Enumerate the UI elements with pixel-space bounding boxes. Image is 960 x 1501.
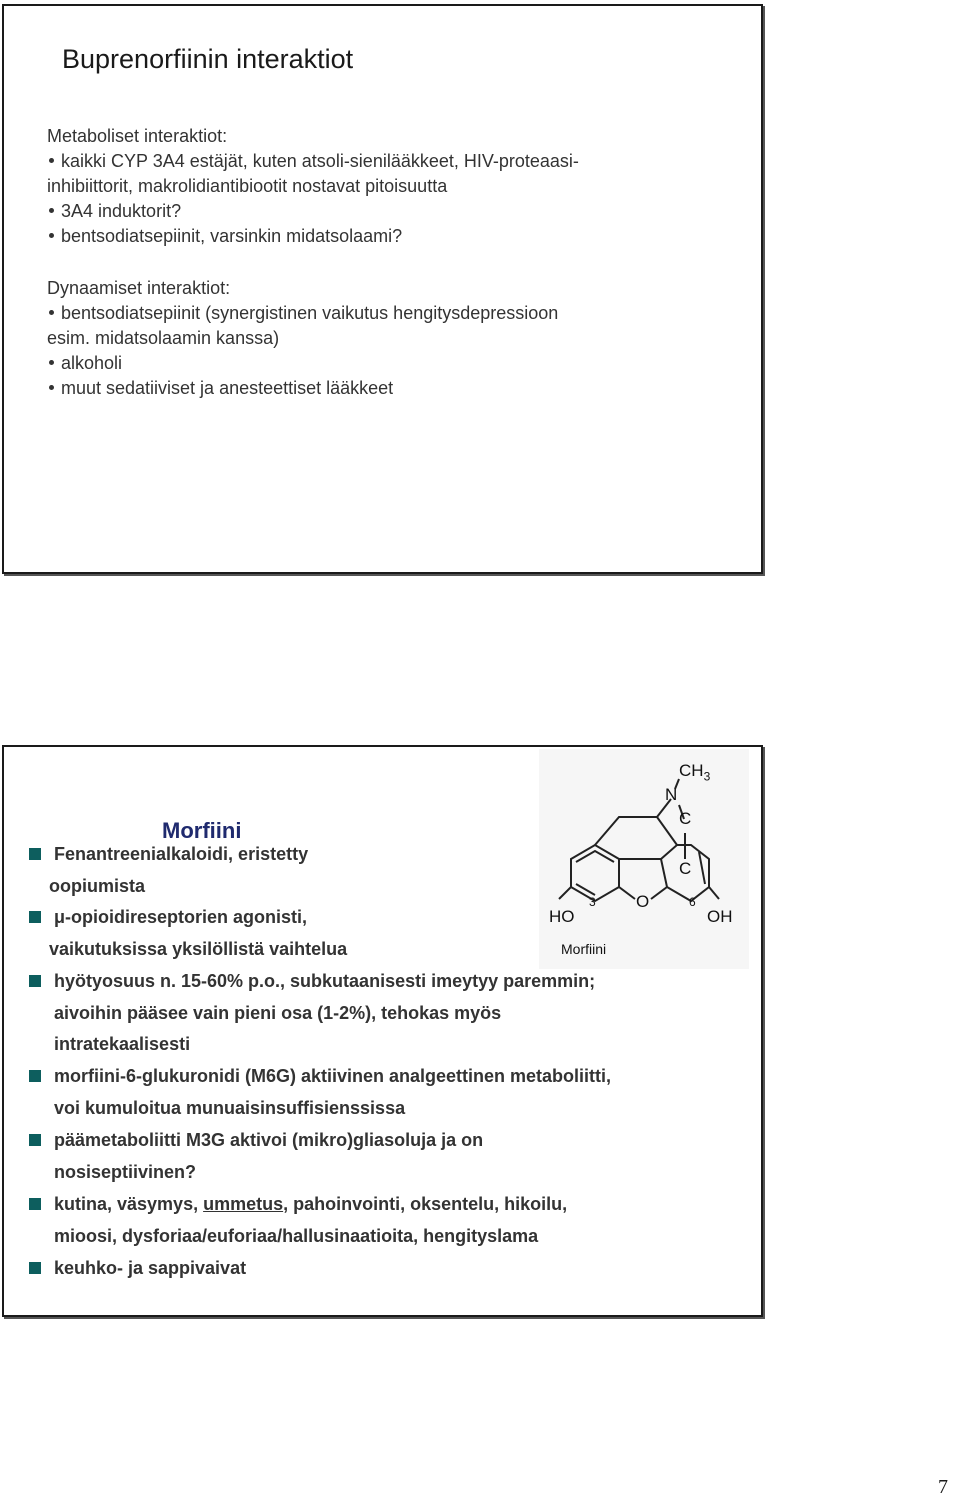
metabolic-heading: Metaboliset interaktiot:	[47, 126, 228, 146]
hydroxyl-label: OH	[707, 907, 733, 926]
figure-caption: Morfiini	[561, 941, 607, 957]
list-item-continuation: vaikutuksissa yksilöllistä vaihtelua	[49, 939, 348, 959]
bullet-dot	[49, 310, 54, 315]
list-item: bentsodiatsepiinit (synergistinen vaikutus hengitysdepressioon	[61, 303, 559, 323]
bullet-dot	[49, 208, 54, 213]
square-bullet-icon	[29, 848, 41, 860]
position-3-label: 3	[589, 895, 596, 909]
list-item: alkoholi	[61, 353, 123, 373]
carbon-label: C	[679, 809, 692, 828]
nitrogen-label: N	[665, 785, 678, 804]
bullet-dot	[49, 233, 54, 238]
list-item: bentsodiatsepiinit, varsinkin midatsolaami?	[61, 226, 403, 246]
bullet-dot	[49, 385, 54, 390]
page-number: 7	[938, 1476, 948, 1498]
list-item: keuhko- ja sappivaivat	[54, 1258, 247, 1278]
list-item-continuation: aivoihin pääsee vain pieni osa (1-2%), tehokas myös	[54, 1003, 502, 1023]
square-bullet-icon	[29, 1262, 41, 1274]
slide-buprenorfiini	[2, 4, 763, 574]
square-bullet-icon	[29, 975, 41, 987]
list-item: Fenantreenialkaloidi, eristetty	[54, 844, 309, 864]
list-item-continuation: mioosi, dysforiaa/euforiaa/hallusinaatioita, hengityslama	[54, 1226, 539, 1246]
list-item: μ-opioidireseptorien agonisti,	[54, 907, 308, 927]
list-item: hyötyosuus n. 15-60% p.o., subkutaanisesti imeytyy paremmin;	[54, 971, 596, 991]
position-6-label: 6	[689, 895, 696, 909]
square-bullet-icon	[29, 1198, 41, 1210]
list-item: kutina, väsymys, ummetus, pahoinvointi, oksentelu, hikoilu,	[54, 1194, 568, 1214]
morphine-structure-diagram	[539, 749, 749, 969]
bullet-dot	[49, 158, 54, 163]
list-item-continuation: intratekaalisesti	[54, 1034, 191, 1054]
list-item: muut sedatiiviset ja anesteettiset lääkkeet	[61, 378, 394, 398]
list-item-continuation: esim. midatsolaamin kanssa)	[47, 328, 280, 348]
list-item-continuation: voi kumuloitua munuaisinsuffisienssissa	[54, 1098, 406, 1118]
list-item: kaikki CYP 3A4 estäjät, kuten atsoli-sienilääkkeet, HIV-proteaasi-	[61, 151, 579, 171]
slide-title: Buprenorfiinin interaktiot	[62, 44, 354, 74]
list-item-continuation: nosiseptiivinen?	[54, 1162, 197, 1182]
ch3-label: $CH_3$	[679, 761, 711, 784]
morphine-structure-figure	[539, 749, 749, 969]
underlined-term: ummetus	[203, 1194, 284, 1214]
list-item: 3A4 induktorit?	[61, 201, 182, 221]
square-bullet-icon	[29, 911, 41, 923]
list-item-continuation: oopiumista	[49, 876, 146, 896]
list-item: päämetaboliitti M3G aktivoi (mikro)gliasoluja ja on	[54, 1130, 484, 1150]
oxygen-label: O	[636, 892, 650, 911]
slide-morfiini	[2, 745, 763, 1317]
bullet-dot	[49, 360, 54, 365]
dynamic-heading: Dynaamiset interaktiot:	[47, 278, 231, 298]
hydroxyl-label: HO	[549, 907, 575, 926]
square-bullet-icon	[29, 1134, 41, 1146]
square-bullet-icon	[29, 1070, 41, 1082]
list-item-continuation: inhibiittorit, makrolidiantibiootit nostavat pitoisuutta	[47, 176, 448, 196]
carbon-label: C	[679, 859, 692, 878]
list-item: morfiini-6-glukuronidi (M6G) aktiivinen analgeettinen metaboliitti,	[54, 1066, 612, 1086]
slide-title: Morfiini	[162, 818, 242, 843]
